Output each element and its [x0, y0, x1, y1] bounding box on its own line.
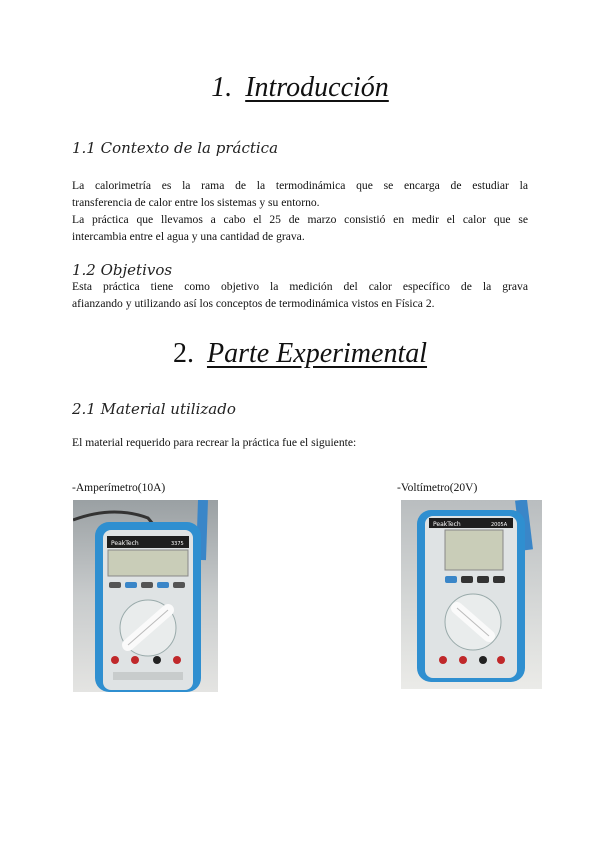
context-paragraph [72, 177, 528, 245]
svg-text:PeakTech: PeakTech [111, 540, 139, 547]
text-line: La calorimetría es la rama de la termodinámica que se encarga de estudiar la [72, 179, 528, 192]
ammeter-photo [73, 500, 218, 692]
svg-text:PeakTech: PeakTech [433, 521, 461, 528]
section-number: 2. [172, 338, 194, 369]
multimeter-ammeter-image [73, 500, 218, 692]
svg-text:2005A: 2005A [491, 522, 508, 528]
section-title: Introducción [245, 72, 389, 103]
section-2-heading [0, 338, 600, 370]
text-line: Esta práctica tiene como objetivo la medición del calor específico de la grava [72, 280, 528, 293]
text-line: La práctica que llevamos a cabo el 25 de marzo consistió en medir el calor que se [72, 213, 528, 226]
svg-text:3375: 3375 [171, 541, 184, 547]
text-line: intercambia entre el agua y una cantidad de grava. [72, 230, 305, 243]
subsection-heading-1-1: 1.1 Contexto de la práctica [72, 139, 279, 157]
text-line: afianzando y utilizando así los conceptos de termodinámica vistos en Física 2. [72, 297, 435, 310]
multimeter-voltmeter-image [401, 500, 542, 689]
subsection-heading-1-2: 1.2 Objetivos [72, 261, 173, 279]
voltmeter-caption: -Voltímetro(20V) [397, 482, 478, 494]
section-1-heading [0, 72, 600, 104]
objectives-paragraph [72, 278, 528, 312]
ammeter-caption: -Amperímetro(10A) [72, 482, 166, 494]
section-number: 1. [211, 72, 233, 103]
material-intro: El material requerido para recrear la práctica fue el siguiente: [72, 436, 357, 449]
text-line: transferencia de calor entre los sistemas y su entorno. [72, 196, 320, 209]
section-title: Parte Experimental [206, 338, 428, 369]
subsection-heading-2-1: 2.1 Material utilizado [72, 400, 236, 418]
voltmeter-photo [401, 500, 542, 689]
